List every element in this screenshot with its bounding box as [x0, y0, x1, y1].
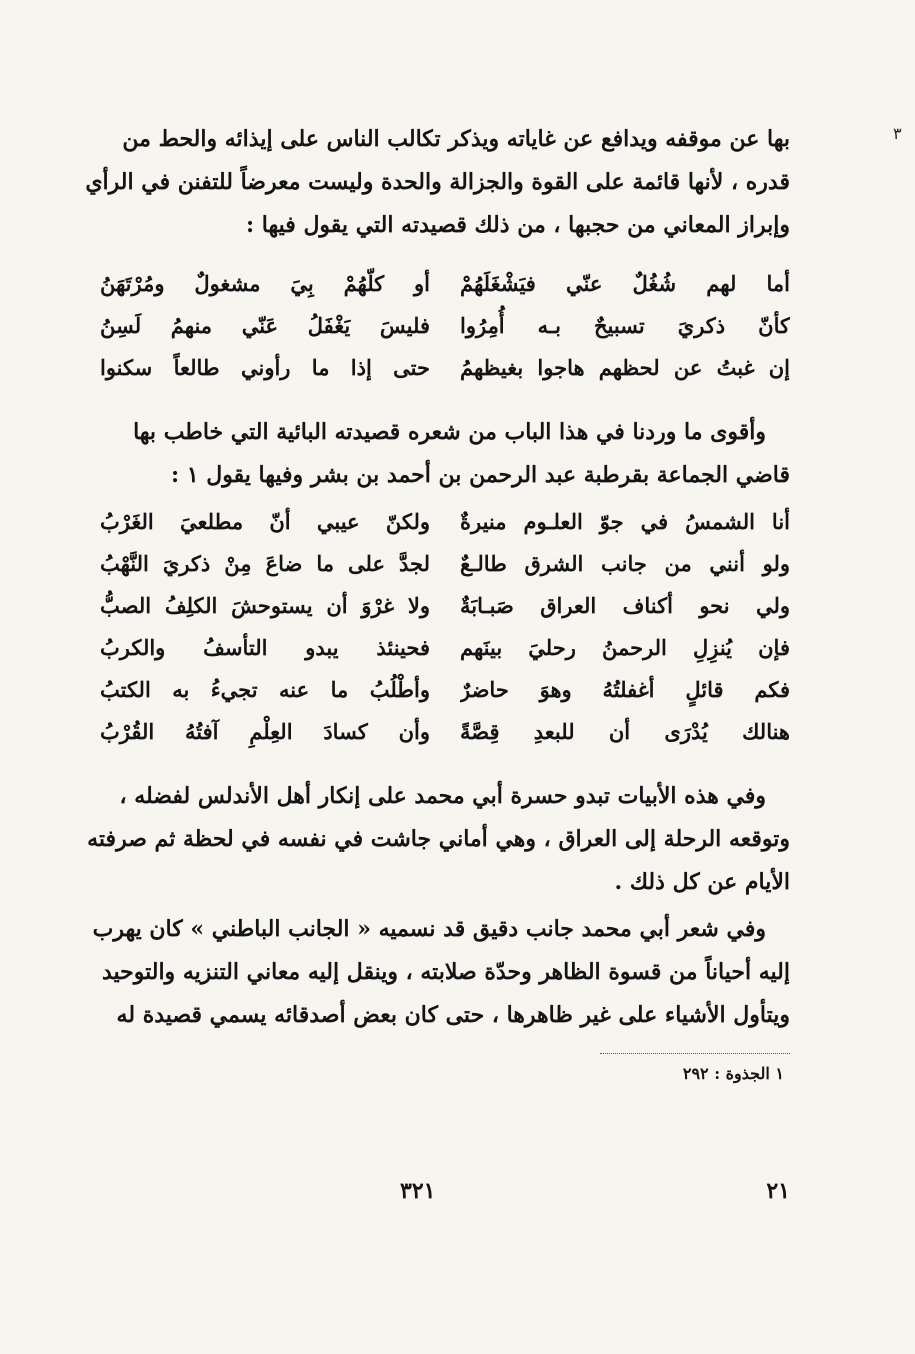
text-line: ويتأول الأشياء على غير ظاهرها ، حتى كان بعض أصدقائه يسمي قصيدة له	[116, 1002, 790, 1028]
text-line: الأيام عن كل ذلك .	[614, 869, 790, 895]
poem-first	[100, 263, 790, 389]
paragraph-third	[87, 775, 790, 904]
text-line: وتوقعه الرحلة إلى العراق ، وهي أماني جاشت في نفسه في لحظة ثم صرفته	[87, 826, 790, 852]
verse-second-hemistich: أو كلّهُمْ بِيَ مشغولٌ ومُرْتَهَنُ	[100, 271, 430, 296]
verse	[100, 585, 790, 627]
signature-number: ٢١	[766, 1178, 790, 1204]
verse-first-hemistich: كأنّ ذكريَ تسبيحٌ بـه أُمِرُوا	[460, 313, 790, 338]
margin-mark: ٣	[893, 124, 902, 143]
verse	[100, 501, 790, 543]
verse-first-hemistich: إن غبتُ عن لحظهم هاجوا بغيظهمُ	[460, 355, 790, 380]
verse	[100, 347, 790, 389]
paragraph-second	[100, 411, 790, 497]
verse-second-hemistich: وأن كسادَ العِلْمِ آفتُهُ القُرْبُ	[100, 719, 430, 744]
page-body	[85, 118, 790, 1094]
text-line: قاضي الجماعة بقرطبة عبد الرحمن بن أحمد بن بشر وفيها يقول ١ :	[171, 462, 790, 488]
text-line: بها عن موقفه ويدافع عن غاياته ويذكر تكالب الناس على إيذائه والحط من	[122, 126, 790, 152]
text-line: وفي هذه الأبيات تبدو حسرة أبي محمد على إنكار أهل الأندلس لفضله ،	[119, 783, 766, 809]
page-footer	[100, 1178, 790, 1204]
verse	[100, 305, 790, 347]
page-number: ٣٢١	[400, 1178, 436, 1204]
verse-first-hemistich: ولي نحو أكناف العراق صَبـابَةٌ	[460, 593, 790, 618]
paragraph-fourth	[92, 908, 790, 1037]
verse	[100, 627, 790, 669]
poem-second	[100, 501, 790, 753]
verse-first-hemistich: ولو أنني من جانب الشرق طالـعٌ	[460, 551, 790, 576]
text-line: قدره ، لأنها قائمة على القوة والجزالة والحدة وليست معرضاً للتفنن في الرأي	[85, 169, 790, 195]
text-line: إليه أحياناً من قسوة الظاهر وحدّة صلابته ، وينقل إليه معاني التنزيه والتوحيد	[101, 959, 790, 985]
verse	[100, 669, 790, 711]
verse-second-hemistich: ولا غرْوَ أن يستوحشَ الكلِفُ الصبُّ	[100, 593, 430, 618]
verse-first-hemistich: فكم قائلٍ أغفلتُهُ وهوَ حاضرٌ	[460, 677, 790, 702]
verse-first-hemistich: فإن يُنزِلِ الرحمنُ رحليَ بينَهم	[460, 635, 790, 660]
text-line: وأقوى ما وردنا في هذا الباب من شعره قصيدته البائية التي خاطب بها	[133, 419, 766, 445]
verse	[100, 263, 790, 305]
verse-second-hemistich: فليسَ يَغْفَلُ عَنّي منهمُ لَسِنُ	[100, 313, 430, 338]
verse-first-hemistich: هنالك يُدْرَى أن للبعدِ قِصَّةً	[460, 719, 790, 744]
verse-first-hemistich: أما لهم شُغُلٌ عنّي فيَشْغَلَهُمْ	[460, 271, 790, 296]
text-line: وفي شعر أبي محمد جانب دقيق قد نسميه « الجانب الباطني » كان يهرب	[92, 916, 766, 942]
text-line: وإبراز المعاني من حجبها ، من ذلك قصيدته التي يقول فيها :	[246, 212, 790, 238]
verse-second-hemistich: حتى إذا ما رأوني طالعاً سكنوا	[100, 355, 430, 380]
footnote: ١ الجذوة : ٢٩٢	[682, 1064, 784, 1083]
verse-second-hemistich: فحينئذ يبدو التأسفُ والكربُ	[100, 635, 430, 660]
verse	[100, 543, 790, 585]
verse-second-hemistich: وأطْلُبُ ما عنه تجيءُ به الكتبُ	[100, 677, 430, 702]
verse	[100, 711, 790, 753]
paragraph-intro	[85, 118, 790, 247]
verse-first-hemistich: أنا الشمسُ في جوّ العلـوم منيرةٌ	[460, 509, 790, 534]
verse-second-hemistich: لجدَّ على ما ضاعَ مِنْ ذكريَ النَّهْبُ	[100, 551, 430, 576]
verse-second-hemistich: ولكنّ عيبي أنّ مطلعيَ الغَرْبُ	[100, 509, 430, 534]
